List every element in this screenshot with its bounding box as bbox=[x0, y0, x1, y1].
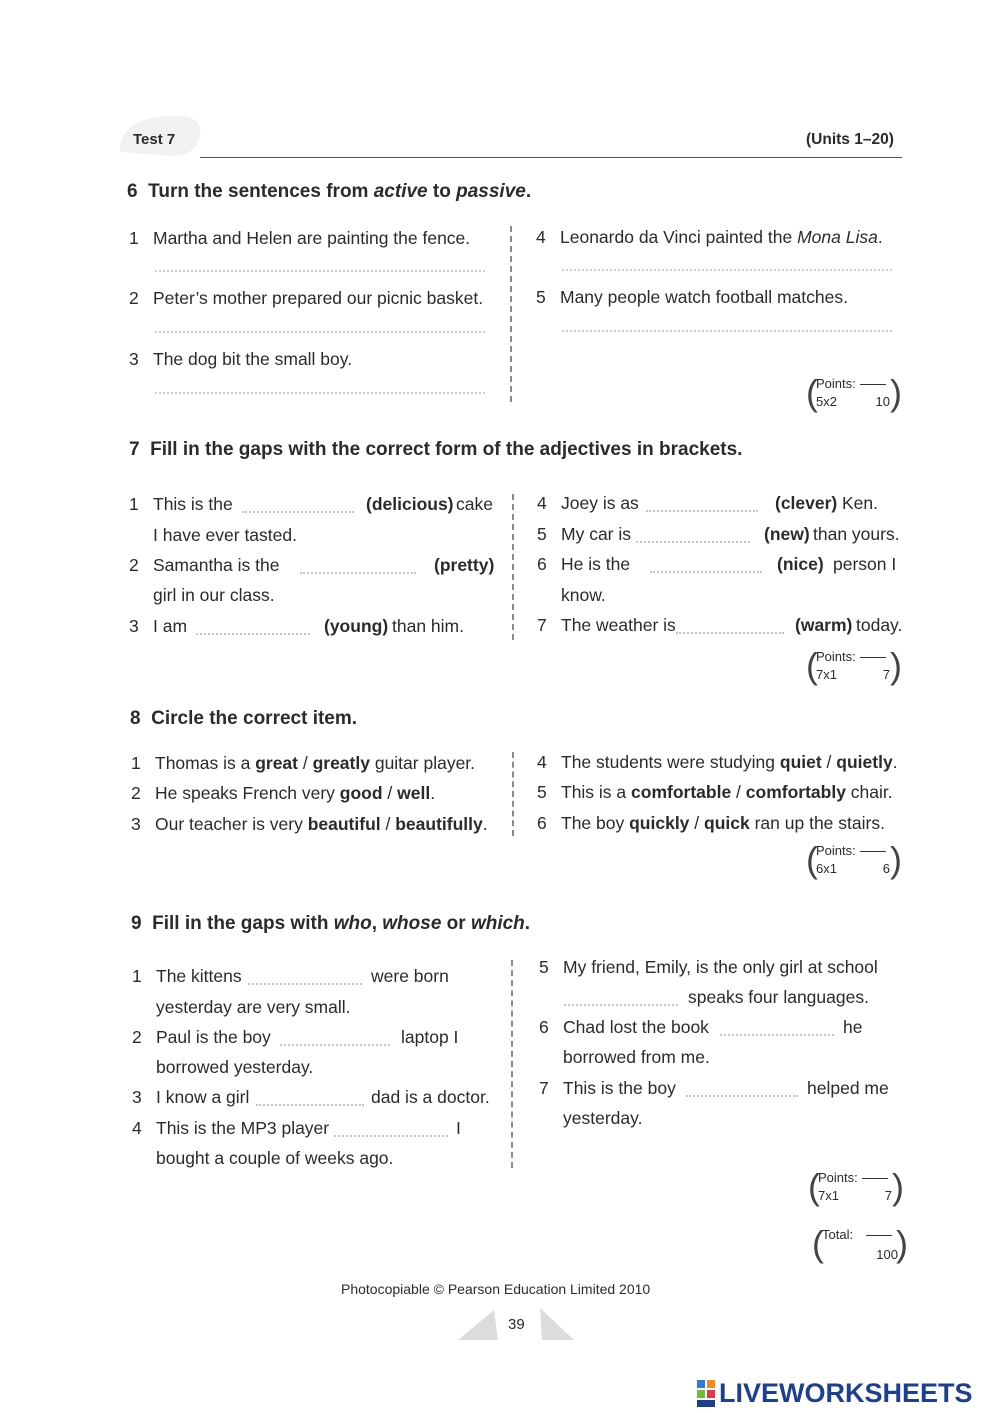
column-divider bbox=[512, 494, 514, 640]
header-rule bbox=[200, 157, 902, 158]
item-text: yesterday. bbox=[563, 1108, 643, 1128]
item-text: Paul is the boy bbox=[156, 1027, 271, 1047]
sentence-text: Martha and Helen are painting the fence. bbox=[153, 228, 471, 248]
item-text: He speaks French very good / well. bbox=[155, 783, 436, 803]
option-2[interactable]: well bbox=[397, 783, 431, 803]
item-text: This is the MP3 player bbox=[156, 1118, 330, 1138]
gap-blank[interactable] bbox=[196, 621, 310, 635]
option-2[interactable]: greatly bbox=[312, 753, 370, 773]
item-text: bought a couple of weeks ago. bbox=[156, 1148, 394, 1168]
gap-blank[interactable] bbox=[242, 499, 354, 513]
gap-blank[interactable] bbox=[334, 1123, 448, 1137]
item-text: he bbox=[843, 1017, 863, 1037]
item-number: 3 bbox=[131, 814, 141, 834]
item-text: girl in our class. bbox=[153, 585, 275, 605]
answer-line[interactable] bbox=[155, 331, 485, 333]
item-text: laptop I bbox=[401, 1027, 459, 1047]
item-text: today. bbox=[856, 615, 903, 635]
item-number: 5 bbox=[537, 524, 547, 544]
item-text: The weather is bbox=[561, 615, 676, 635]
answer-line[interactable] bbox=[155, 270, 485, 272]
points-box: ( ) Points: 6x1 6 bbox=[806, 839, 902, 880]
sentence-text: The dog bit the small boy. bbox=[153, 349, 353, 369]
sentence-text: Leonardo da Vinci painted the Mona Lisa. bbox=[560, 227, 883, 247]
section-8-title: 8 Circle the correct item. bbox=[130, 708, 358, 729]
sentence-text: Peter’s mother prepared our picnic basket. bbox=[153, 288, 484, 308]
answer-line[interactable] bbox=[155, 392, 485, 394]
option-2[interactable]: beautifully bbox=[395, 814, 483, 834]
units-label: (Units 1–20) bbox=[806, 131, 894, 148]
item-number: 6 bbox=[537, 554, 547, 574]
option-1[interactable]: comfortable bbox=[631, 782, 732, 802]
item-text: Thomas is a great / greatly guitar player. bbox=[155, 753, 476, 773]
item-text: Samantha is the bbox=[153, 555, 280, 575]
gap-blank[interactable] bbox=[686, 1083, 798, 1097]
adjective-hint: (new) bbox=[764, 524, 810, 544]
section-number: 8 bbox=[130, 708, 141, 729]
item-number: 1 bbox=[132, 966, 142, 986]
points-box: ( ) Points: 5x2 10 bbox=[806, 372, 902, 413]
item-text: know. bbox=[561, 585, 606, 605]
sentence-text: Many people watch football matches. bbox=[560, 287, 848, 307]
adjective-hint: (nice) bbox=[777, 554, 824, 574]
item-text: This is the boy bbox=[563, 1078, 676, 1098]
item-text: were born bbox=[371, 966, 449, 986]
section-number: 9 bbox=[131, 913, 142, 934]
gap-blank[interactable] bbox=[720, 1022, 834, 1036]
item-number: 1 bbox=[129, 228, 139, 248]
item-number: 4 bbox=[537, 493, 547, 513]
item-text: I have ever tasted. bbox=[153, 525, 297, 545]
item-text: Joey is as bbox=[561, 493, 639, 513]
column-divider bbox=[512, 752, 514, 836]
item-text: borrowed yesterday. bbox=[156, 1057, 314, 1077]
option-2[interactable]: quietly bbox=[836, 752, 893, 772]
gap-blank[interactable] bbox=[676, 620, 784, 634]
item-text: The kittens bbox=[156, 966, 242, 986]
item-text: I know a girl bbox=[156, 1087, 250, 1107]
option-1[interactable]: beautiful bbox=[307, 814, 381, 834]
column-divider bbox=[511, 960, 513, 1168]
gap-blank[interactable] bbox=[256, 1092, 364, 1106]
column-divider bbox=[510, 226, 512, 402]
item-number: 2 bbox=[129, 555, 139, 575]
item-number: 4 bbox=[132, 1118, 142, 1138]
section-6-title: 6 Turn the sentences from active to passive. bbox=[127, 181, 532, 202]
test-label: Test 7 bbox=[133, 131, 176, 148]
item-number: 5 bbox=[536, 287, 546, 307]
item-number: 2 bbox=[129, 288, 139, 308]
option-1[interactable]: good bbox=[339, 783, 383, 803]
item-text: than him. bbox=[392, 616, 464, 636]
item-number: 4 bbox=[536, 227, 546, 247]
points-box: ( ) Points: 7x1 7 bbox=[808, 1166, 904, 1207]
brand-name: LIVEWORKSHEETS bbox=[719, 1378, 973, 1408]
item-text: dad is a doctor. bbox=[371, 1087, 490, 1107]
item-text: I bbox=[456, 1118, 461, 1138]
item-number: 5 bbox=[539, 957, 549, 977]
adjective-hint: (pretty) bbox=[434, 555, 495, 575]
gap-blank[interactable] bbox=[248, 971, 362, 985]
item-text: This is the bbox=[153, 494, 233, 514]
item-text: The students were studying quiet / quietly. bbox=[561, 752, 898, 772]
item-text: I am bbox=[153, 616, 188, 636]
item-text: The boy quickly / quick ran up the stairs. bbox=[561, 813, 885, 833]
item-number: 2 bbox=[132, 1027, 142, 1047]
gap-blank[interactable] bbox=[300, 560, 416, 574]
gap-blank[interactable] bbox=[650, 559, 762, 573]
item-number: 5 bbox=[537, 782, 547, 802]
item-text: than yours. bbox=[813, 524, 900, 544]
item-text: cake bbox=[456, 494, 493, 514]
item-number: 6 bbox=[539, 1017, 549, 1037]
item-number: 1 bbox=[129, 494, 139, 514]
item-number: 7 bbox=[537, 615, 547, 635]
item-text: Chad lost the book bbox=[563, 1017, 709, 1037]
total-box: ( ) Total: 100 bbox=[812, 1223, 908, 1264]
adjective-hint: (young) bbox=[324, 616, 389, 636]
option-2[interactable]: quick bbox=[704, 813, 750, 833]
item-number: 6 bbox=[537, 813, 547, 833]
gap-blank[interactable] bbox=[636, 529, 750, 543]
adjective-hint: (clever) bbox=[775, 493, 838, 513]
item-number: 1 bbox=[131, 753, 141, 773]
answer-line[interactable] bbox=[562, 330, 892, 332]
item-text: My car is bbox=[561, 524, 631, 544]
item-text: Our teacher is very beautiful / beautifully. bbox=[155, 814, 488, 834]
option-1[interactable]: quiet bbox=[779, 752, 822, 772]
answer-line[interactable] bbox=[562, 269, 892, 271]
option-1[interactable]: great bbox=[255, 753, 298, 773]
gap-blank[interactable] bbox=[280, 1032, 390, 1046]
section-number: 7 bbox=[129, 439, 140, 460]
adjective-hint: (delicious) bbox=[366, 494, 454, 514]
item-text: This is a comfortable / comfortably chair. bbox=[561, 782, 893, 802]
item-text: helped me bbox=[807, 1078, 889, 1098]
item-text: speaks four languages. bbox=[688, 987, 869, 1007]
copyright-note: Photocopiable © Pearson Education Limited 2010 bbox=[341, 1281, 651, 1297]
gap-blank[interactable] bbox=[564, 992, 678, 1006]
item-number: 3 bbox=[129, 349, 139, 369]
item-number: 7 bbox=[539, 1078, 549, 1098]
gap-blank[interactable] bbox=[646, 498, 758, 512]
section-7-title: 7 Fill in the gaps with the correct form of the adjectives in brackets. bbox=[129, 439, 743, 460]
item-number: 3 bbox=[129, 616, 139, 636]
adjective-hint: (warm) bbox=[795, 615, 853, 635]
item-number: 4 bbox=[537, 752, 547, 772]
option-1[interactable]: quickly bbox=[629, 813, 690, 833]
section-9-title: 9 Fill in the gaps with who, whose or which. bbox=[131, 913, 531, 934]
item-number: 3 bbox=[132, 1087, 142, 1107]
item-number: 2 bbox=[131, 783, 141, 803]
item-text: My friend, Emily, is the only girl at school bbox=[563, 957, 878, 977]
item-text: yesterday are very small. bbox=[156, 997, 351, 1017]
section-number: 6 bbox=[127, 181, 138, 202]
option-2[interactable]: comfortably bbox=[745, 782, 846, 802]
item-text: person I bbox=[833, 554, 897, 574]
item-text: borrowed from me. bbox=[563, 1047, 710, 1067]
points-box: ( ) Points: 7x1 7 bbox=[806, 645, 902, 686]
item-text: He is the bbox=[561, 554, 631, 574]
item-text: Ken. bbox=[842, 493, 878, 513]
page-number: 39 bbox=[508, 1316, 525, 1333]
